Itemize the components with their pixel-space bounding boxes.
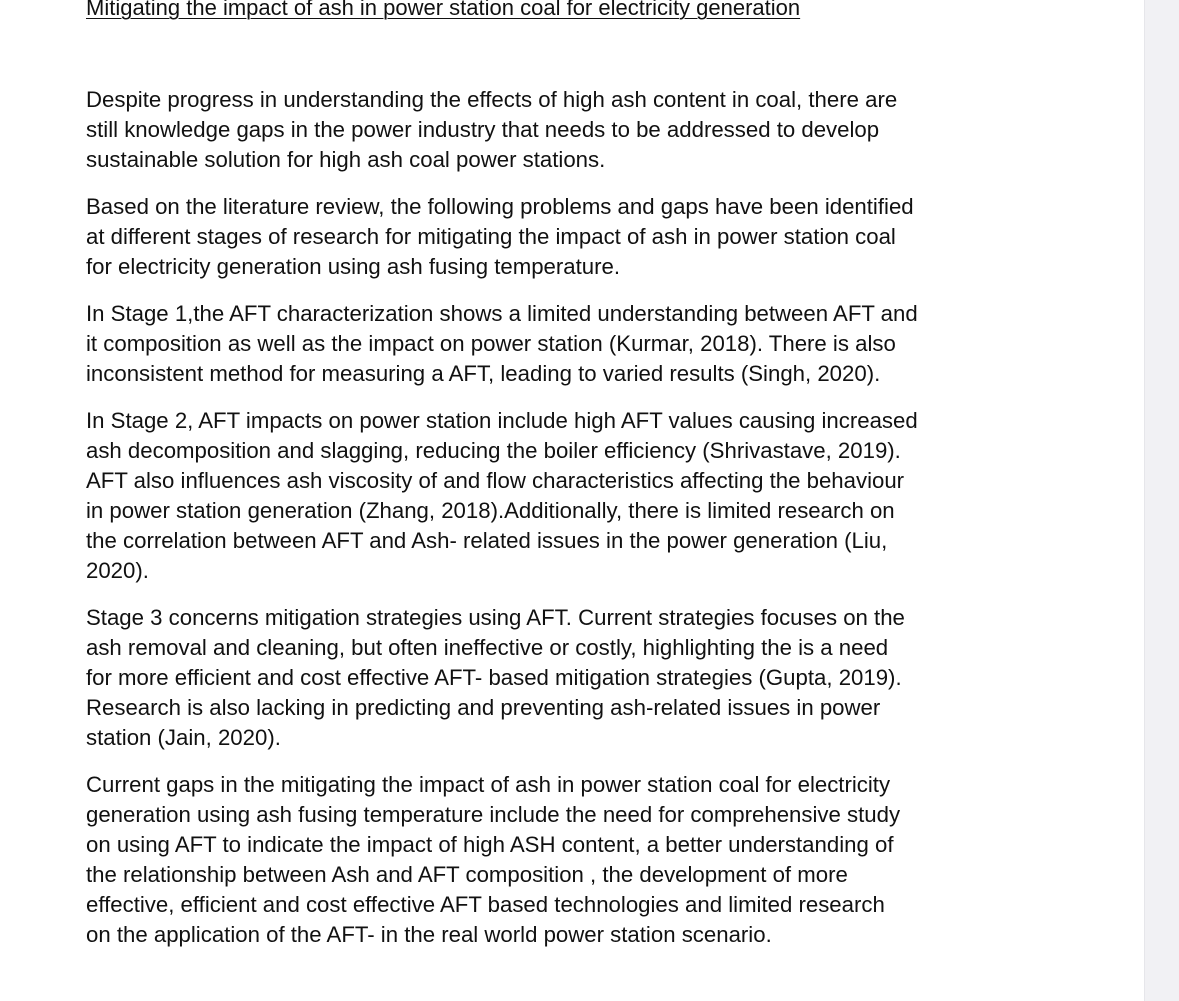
paragraph-stage-1: In Stage 1,the AFT characterization shows a limited understanding between AFT and it composition as well as the impact on power station (Kurmar, 2018). There is also inconsistent method for measuring a AFT, leading to varied results (Singh, 2020). xyxy=(86,301,918,386)
paragraph-stage-3: Stage 3 concerns mitigation strategies using AFT. Current strategies focuses on the ash removal and cleaning, but often ineffective or costly, highlighting the is a need for more efficient and cost effective AFT- based mitigation strategies (Gupta, 2019). Research is also lacking in predicting and preventing ash-related issues in power station (Jain, 2020). xyxy=(86,605,905,750)
paragraph-current-gaps: Current gaps in the mitigating the impact of ash in power station coal for electricity generation using ash fusing temperature include the need for comprehensive study on using AFT to indicate the impact of high ASH content, a better understanding of the relationship between Ash and AFT composition , the development of more effective, efficient and cost effective AFT based technologies and limited research on the application of the AFT- in the real world power station scenario. xyxy=(86,772,901,947)
right-gutter xyxy=(1144,0,1179,1001)
paragraph-intro: Despite progress in understanding the effects of high ash content in coal, there are still knowledge gaps in the power industry that needs to be addressed to develop sustainable solution for high ash coal power stations. xyxy=(86,87,898,172)
document-body xyxy=(86,85,1006,967)
document-title: Mitigating the impact of ash in power station coal for electricity generation xyxy=(86,0,801,20)
paragraph-literature-review: Based on the literature review, the following problems and gaps have been identified at different stages of research for mitigating the impact of ash in power station coal for electricity generation using ash fusing temperature. xyxy=(86,194,914,279)
paragraph-stage-2: In Stage 2, AFT impacts on power station include high AFT values causing increased ash decomposition and slagging, reducing the boiler efficiency (Shrivastave, 2019). AFT also influences ash viscosity of and flow characteristics affecting the behaviour in power station generation (Zhang, 2018).Additionally, there is limited research on the correlation between AFT and Ash- related issues in the power generation (Liu, 2020). xyxy=(86,408,918,583)
